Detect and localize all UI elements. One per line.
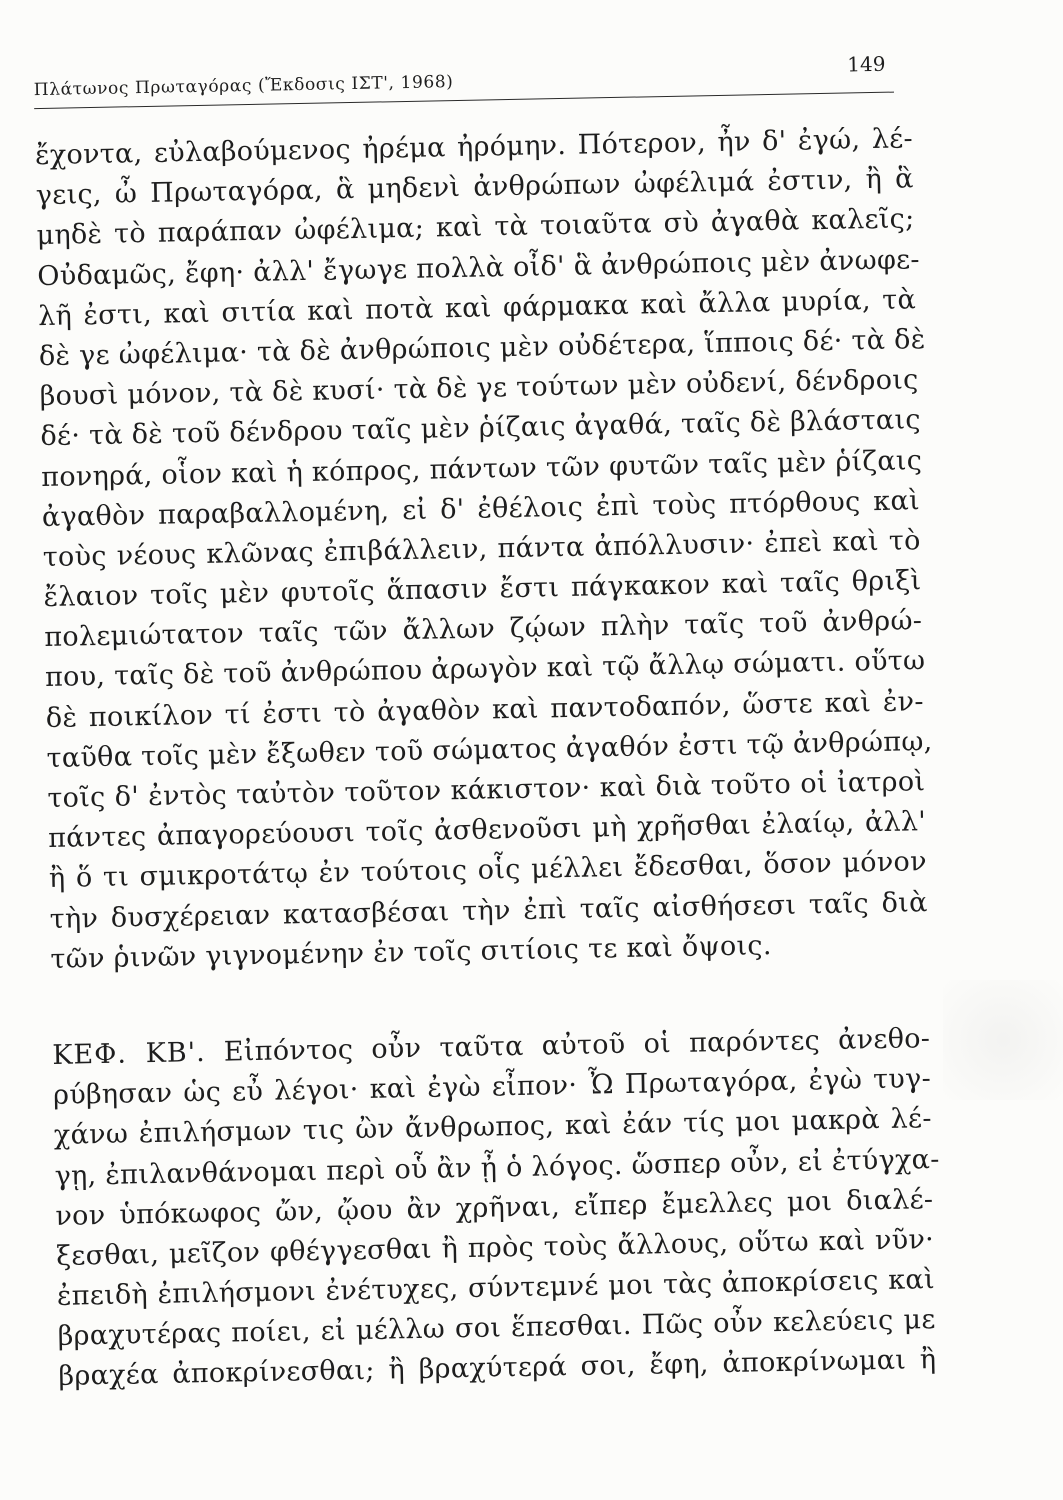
text-line: πάντες ἀπαγορεύουσι τοῖς ἀσθενοῦσι μὴ χρῆσθαι ἐλαίῳ, ἀλλ'	[47, 806, 927, 855]
paragraph	[52, 1019, 940, 1397]
text-line: ἐπειδὴ ἐπιλήσμονι ἐνέτυχες, σύντεμνέ μοι τὰς ἀποκρίσεις καὶ	[56, 1264, 936, 1312]
text-line: ἔλαιον τοῖς μὲν φυτοῖς ἅπασιν ἔστι πάγκακον καὶ ταῖς θριξὶ	[43, 565, 922, 614]
text-line: δὲ ποικίλον τί ἐστι τὸ ἀγαθὸν καὶ παντοδαπόν, ὥστε καὶ ἐν-	[45, 685, 925, 734]
text-line: που, ταῖς δὲ τοῦ ἀνθρώπου ἀρωγὸν καὶ τῷ ἄλλῳ σώματι. οὕτω	[44, 645, 926, 694]
page-number: 149	[847, 51, 886, 77]
text-line: τοὺς νέους κλῶνας ἐπιβάλλειν, πάντα ἀπόλλυσιν· ἐπεὶ καὶ τὸ	[42, 525, 921, 573]
running-title: Πλάτωνος Πρωταγόρας (Ἔκδοσις ΙΣΤ', 1968)	[33, 72, 454, 101]
text-line: δέ· τὰ δὲ τοῦ δένδρου ταῖς μὲν ῥίζαις ἀγαθά, ταῖς δὲ βλάσταις	[40, 404, 922, 453]
text-line: βουσὶ μόνον, τὰ δὲ κυσί· τὰ δὲ γε τούτων μὲν οὐδενί, δένδροις	[39, 364, 919, 413]
text-line: χάνω ἐπιλήσμων τις ὢν ἄνθρωπος, καὶ ἐάν τίς μοι μακρὰ λέ-	[53, 1103, 933, 1152]
text-line: Οὐδαμῶς, ἔφη· ἀλλ' ἔγωγε πολλὰ οἶδ' ἃ ἀνθρώποις μὲν ἀνωφε-	[37, 243, 921, 292]
body-text	[34, 119, 940, 1397]
text-line: ἀγαθὸν παραβαλλομένη, εἰ δ' ἐθέλοις ἐπὶ τοὺς πτόρθους καὶ	[41, 484, 921, 533]
text-line: βραχυτέρας ποίει, εἰ μέλλω σοι ἕπεσθαι. Πῶς οὖν κελεύεις με	[57, 1304, 936, 1353]
text-line: ξεσθαι, μεῖζον φθέγγεσθαι ἢ πρὸς τοὺς ἄλλους, οὕτω καὶ νῦν·	[55, 1223, 935, 1272]
text-line: γῃ, ἐπιλανθάνομαι περὶ οὗ ἂν ᾖ ὁ λόγος. ὥσπερ οὖν, εἰ ἐτύγχα-	[54, 1143, 940, 1192]
text-line: τῶν ῥινῶν γιγνομένην ἐν τοῖς σιτίοις τε καὶ ὄψοις.	[50, 929, 772, 975]
text-line: δὲ γε ὠφέλιμα· τὰ δὲ ἀνθρώποις μὲν οὐδέτερα, ἵπποις δέ· τὰ δὲ	[38, 323, 926, 373]
chapter-label: ΚΕΦ. ΚΒ'.	[52, 1036, 207, 1071]
text-line: τοῖς δ' ἐντὸς ταὐτὸν τοῦτον κάκιστον· καὶ διὰ τοῦτο οἱ ἰατροὶ	[47, 766, 926, 814]
text-line: πονηρά, οἷον καὶ ἡ κόπρος, πάντων τῶν φυτῶν ταῖς μὲν ῥίζαις	[40, 444, 923, 493]
text-line: ἢ ὅ τι σμικροτάτῳ ἐν τούτοις οἷς μέλλει ἔδεσθαι, ὅσον μόνον	[48, 846, 928, 895]
paragraph	[34, 119, 933, 980]
text-line: μηδὲ τὸ παράπαν ὠφέλιμα; καὶ τὰ τοιαῦτα σὺ ἀγαθὰ καλεῖς;	[36, 203, 915, 252]
running-header	[33, 52, 894, 110]
text-line: λῆ ἐστι, καὶ σιτία καὶ ποτὰ καὶ φάρμακα καὶ ἄλλα μυρία, τὰ	[37, 283, 917, 332]
text-line: πολεμιώτατον ταῖς τῶν ἄλλων ζῴων πλὴν ταῖς τοῦ ἀνθρώ-	[44, 605, 923, 654]
text-line: ταῦθα τοῖς μὲν ἔξωθεν τοῦ σώματος ἀγαθόν ἐστι τῷ ἀνθρώπῳ,	[46, 725, 933, 774]
text-line: νον ὑπόκωφος ὤν, ᾤου ἂν χρῆναι, εἴπερ ἔμελλες μοι διαλέ-	[55, 1183, 934, 1232]
text-span: Εἰπόντος οὖν ταῦτα αὐτοῦ οἱ παρόντες ἀνεθο-	[223, 1023, 931, 1068]
text-line: γεις, ὦ Πρωταγόρα, ἃ μηδενὶ ἀνθρώπων ὠφέλιμά ἐστιν, ἢ ἃ	[35, 163, 914, 212]
text-line: ἔχοντα, εὐλαβούμενος ἠρέμα ἠρόμην. Πότερον, ἦν δ' ἐγώ, λέ-	[34, 123, 914, 172]
text-line: βραχέα ἀποκρίνεσθαι; ἢ βραχύτερά σοι, ἔφη, ἀποκρίνωμαι ἢ	[58, 1344, 937, 1393]
text-line: τὴν δυσχέρειαν κατασβέσαι τὴν ἐπὶ ταῖς αἰσθήσεσι ταῖς διὰ	[49, 886, 928, 935]
text-line: ρύβησαν ὡς εὖ λέγοι· καὶ ἐγὼ εἶπον· Ὦ Πρωταγόρα, ἐγὼ τυγ-	[52, 1063, 932, 1112]
